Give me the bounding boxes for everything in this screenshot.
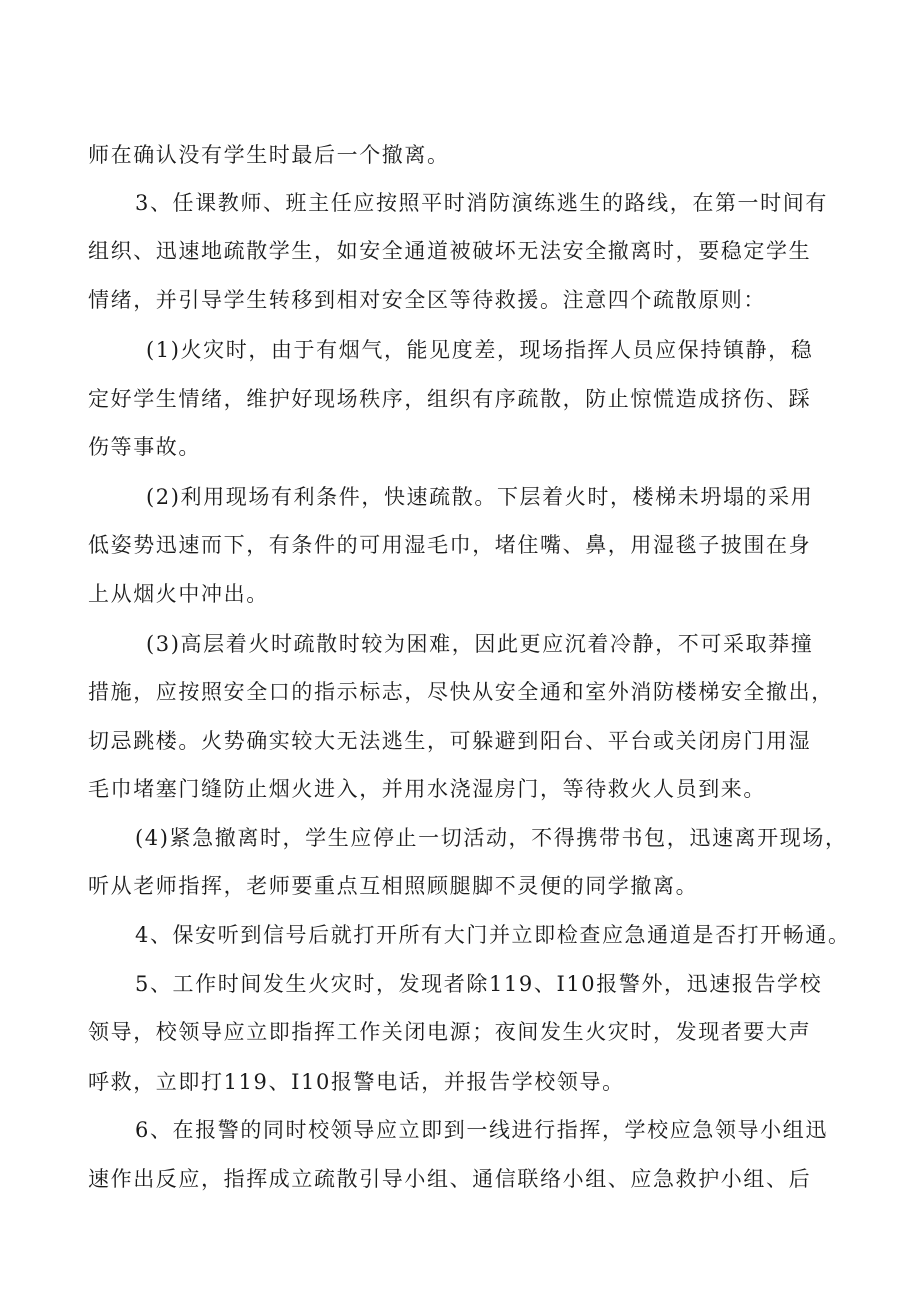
text-line: (3)高层着火时疏散时较为困难，因此更应沉着冷静，不可采取莽撞	[146, 632, 814, 656]
text-line: 情绪，并引导学生转移到相对安全区等待救援。注意四个疏散原则：	[88, 288, 766, 312]
text-line: 呼救，立即打119、I10报警电话，并报告学校领导。	[88, 1070, 625, 1094]
text-line: 毛巾堵塞门缝防止烟火进入，并用水浇湿房门，等待救火人员到来。	[88, 777, 766, 801]
text-line: 6、在报警的同时校领导应立即到一线进行指挥，学校应急领导小组迅	[135, 1118, 828, 1142]
text-line: (4)紧急撤离时，学生应停止一切活动，不得携带书包，迅速离开现场，	[135, 826, 848, 850]
text-line: 定好学生情绪，维护好现场秩序，组织有序疏散，防止惊慌造成挤伤、踩	[88, 387, 812, 411]
text-line: 伤等事故。	[88, 435, 201, 459]
text-line: 师在确认没有学生时最后一个撤离。	[88, 143, 450, 167]
text-line: 领导，校领导应立即指挥工作关闭电源；夜间发生火灾时，发现者要大声	[88, 1020, 812, 1044]
text-line: 4、保安听到信号后就打开所有大门并立即检查应急通道是否打开畅通。	[135, 923, 851, 947]
text-line: 3、任课教师、班主任应按照平时消防演练逃生的路线，在第一时间有	[135, 191, 828, 215]
text-line: (2)利用现场有利条件，快速疏散。下层着火时，楼梯未坍塌的采用	[146, 485, 814, 509]
text-line: 低姿势迅速而下，有条件的可用湿毛巾，堵住嘴、鼻，用湿毯子披围在身	[88, 533, 812, 557]
text-line: 速作出反应，指挥成立疏散引导小组、通信联络小组、应急救护小组、后	[88, 1167, 812, 1191]
text-line: 组织、迅速地疏散学生，如安全通道被破坏无法安全撤离时，要稳定学生	[88, 239, 812, 263]
text-line: 措施，应按照安全口的指示标志，尽快从安全通和室外消防楼梯安全撤出，	[88, 680, 834, 704]
text-line: 上从烟火中冲出。	[88, 582, 269, 606]
text-line: 听从老师指挥，老师要重点互相照顾腿脚不灵便的同学撤离。	[88, 874, 699, 898]
text-line: 5、工作时间发生火灾时，发现者除119、I10报警外，迅速报告学校	[135, 972, 823, 996]
text-line: (1)火灾时，由于有烟气，能见度差，现场指挥人员应保持镇静，稳	[146, 338, 814, 362]
text-line: 切忌跳楼。火势确实较大无法逃生，可躲避到阳台、平台或关闭房门用湿	[88, 729, 812, 753]
